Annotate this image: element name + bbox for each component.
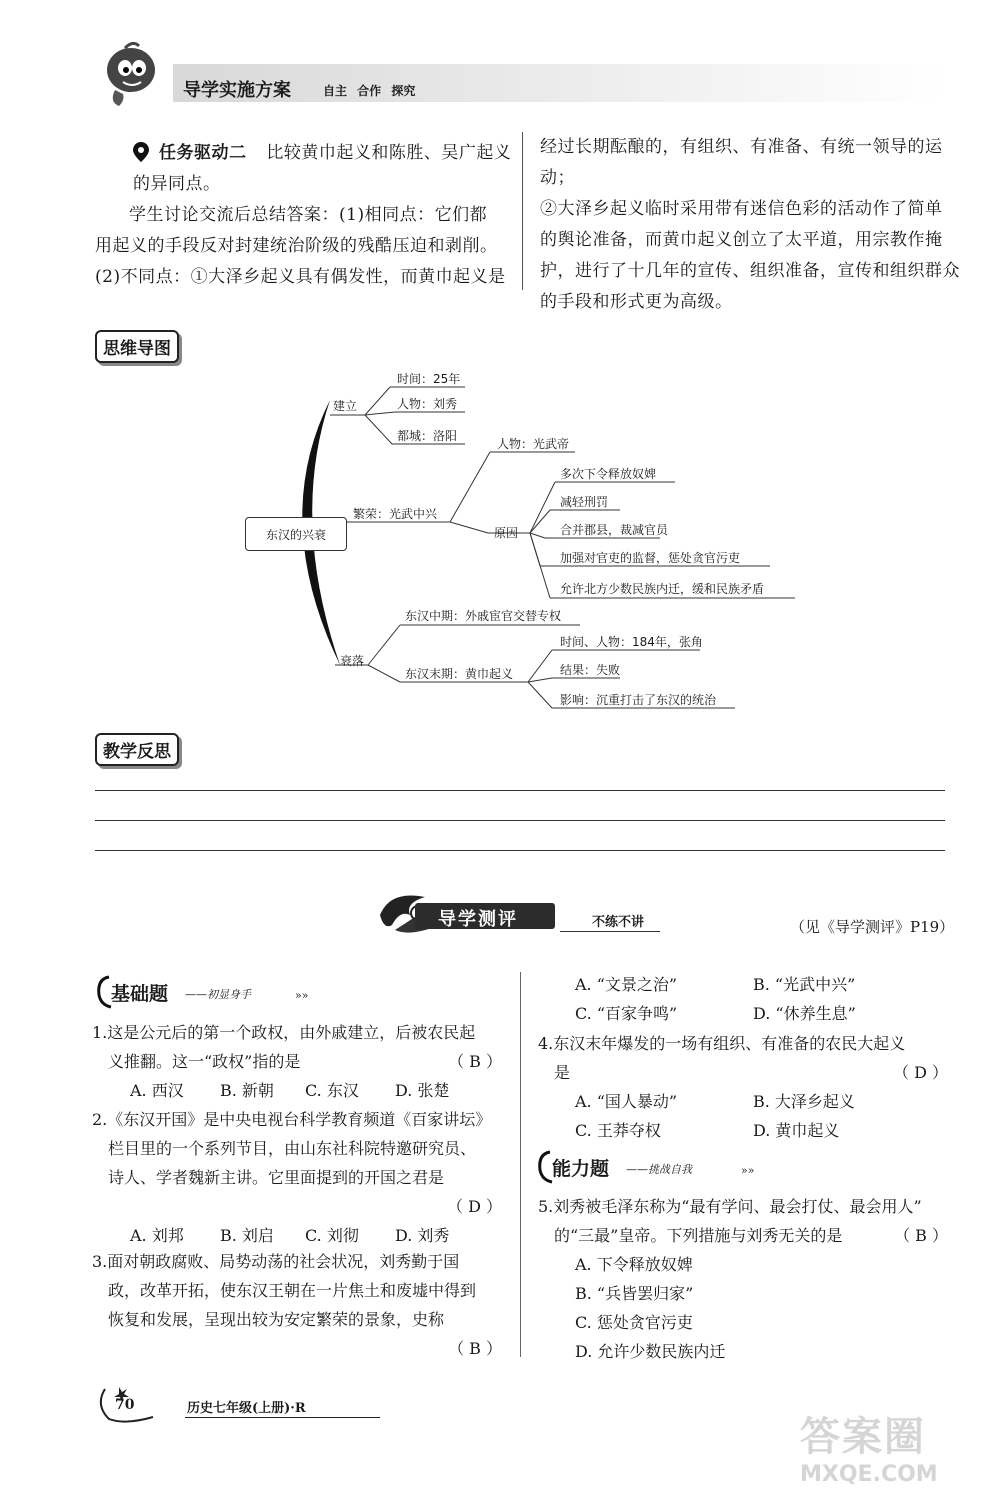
q4-answer: （ D ） (892, 1063, 948, 1082)
task-left-line: 学生讨论交流后总结答案：(1)相同点：它们都 (129, 205, 488, 225)
node-reason: 原因 (494, 526, 519, 540)
writing-line (95, 850, 945, 851)
mindmap-root (245, 517, 347, 551)
q1-option: B. 新朝 (220, 1081, 274, 1100)
node-prosper-person: 人物：光武帝 (497, 437, 570, 451)
q3-answer: （ B ） (448, 1339, 502, 1358)
basic-header (95, 975, 335, 1009)
task-question-text: 比较黄巾起义和陈胜、吴广起义的异同点。 (133, 143, 512, 194)
node-late-item: 时间、人物：184年，张角 (560, 635, 703, 649)
question-2 (92, 1105, 502, 1250)
basic-sub: ——初显身手 (185, 988, 251, 1001)
q5-answer: （ B ） (894, 1226, 948, 1245)
q1-option: D. 张楚 (395, 1081, 450, 1100)
task-label: 任务驱动二 (159, 143, 247, 163)
q5-line: 的“三最”皇帝。下列措施与刘秀无关的是 (554, 1226, 843, 1245)
watermark-brand: 答案圈 (800, 1414, 926, 1460)
q1-line: 义推翻。这一“政权”指的是 (108, 1052, 301, 1071)
question-5 (538, 1192, 948, 1366)
arrow-decor: »» (741, 1164, 755, 1177)
page-number: 70 (115, 1397, 135, 1413)
q5-option: B. “兵皆罢归家” (575, 1284, 694, 1303)
question-1 (92, 1018, 502, 1105)
q5-option: A. 下令释放奴婢 (575, 1255, 693, 1274)
q3-line: 政，改革开拓，使东汉王朝在一片焦土和废墟中得到 (108, 1281, 477, 1300)
question-3 (92, 1247, 502, 1363)
q3-options (575, 970, 955, 1028)
q1-line: 1.这是公元后的第一个政权，由外戚建立，后被农民起 (92, 1023, 476, 1042)
arrow-decor: »» (295, 989, 309, 1002)
footer-rule (185, 1417, 380, 1418)
q4-line: 4.东汉末年爆发的一场有组织、有准备的农民大起义 (538, 1034, 906, 1053)
header-subtitle: 自主 合作 探究 (323, 84, 416, 98)
q3-line: 3.面对朝政腐败、局势动荡的社会状况，刘秀勤于国 (92, 1252, 460, 1271)
node-reason-item: 减轻刑罚 (560, 495, 609, 509)
q1-option: A. 西汉 (130, 1081, 184, 1100)
q2-option: A. 刘邦 (130, 1226, 184, 1245)
question-4 (538, 1029, 948, 1145)
task-right-line: 经过长期酝酿的，有组织、有准备、有统一领导的运动； (540, 137, 943, 188)
ability-sub: ——挑战自我 (626, 1163, 692, 1176)
q2-line: 诗人、学者魏新主讲。它里面提到的开国之君是 (108, 1168, 445, 1187)
writing-line (95, 820, 945, 821)
task-right-line: 护，进行了十几年的宣传、组织准备，宣传和组织群众 (540, 261, 960, 281)
node-decline: 衰落 (340, 654, 365, 668)
banner-title: 导学测评 (438, 909, 518, 930)
basic-title: 基础题 (111, 983, 169, 1005)
task-right-line: 的手段和形式更为高级。 (540, 292, 733, 312)
ability-title: 能力题 (552, 1158, 610, 1180)
node-found-capital: 都城：洛阳 (397, 429, 458, 443)
node-late-item: 结果：失败 (560, 663, 621, 677)
q2-answer: （ D ） (446, 1197, 502, 1216)
writing-line (95, 790, 945, 791)
q2-option: C. 刘彻 (305, 1226, 359, 1245)
q2-options (92, 1221, 502, 1250)
test-banner (370, 885, 670, 940)
task-left-line: 用起义的手段反对封建统治阶级的残酷压迫和剥削。 (95, 236, 498, 256)
q4-option: D. 黄巾起义 (753, 1121, 840, 1140)
q3-option: B. “光武中兴” (753, 975, 856, 994)
q1-option: C. 东汉 (305, 1081, 359, 1100)
q4-line: 是 (554, 1063, 571, 1082)
q5-option: C. 惩处贪官污吏 (575, 1313, 693, 1332)
q4-option: C. 王莽夺权 (575, 1121, 661, 1140)
q4-option: B. 大泽乡起义 (753, 1092, 855, 1111)
node-found: 建立 (333, 399, 358, 413)
mindmap-tag: 思维导图 (95, 330, 179, 363)
task-right-line: 的舆论准备，而黄巾起义创立了太平道，用宗教作掩 (540, 230, 943, 250)
watermark (800, 1405, 990, 1490)
q3-option: D. “休养生息” (753, 1004, 856, 1023)
task-right-line: ②大泽乡起义临时采用带有迷信色彩的活动作了简单 (540, 199, 943, 219)
node-found-time: 时间：25年 (397, 372, 461, 386)
q1-options (92, 1076, 502, 1105)
node-found-person: 人物：刘秀 (397, 397, 458, 411)
mindmap-root-label: 东汉的兴衰 (265, 528, 326, 542)
node-reason-item: 加强对官吏的监督，惩处贪官污吏 (560, 551, 741, 565)
node-reason-item: 合并郡县，裁减官员 (560, 523, 669, 537)
book-title: 历史七年级(上册)·R (187, 1401, 306, 1416)
node-decline-mid: 东汉中期：外戚宦官交替专权 (405, 609, 562, 623)
q3-option: C. “百家争鸣” (575, 1004, 678, 1023)
header-title: 导学实施方案 (183, 80, 291, 101)
q3-line: 恢复和发展，呈现出较为安定繁荣的景象，史称 (108, 1310, 445, 1329)
watermark-site: MXQE.COM (800, 1462, 938, 1487)
q2-option: B. 刘启 (220, 1226, 274, 1245)
banner-underline (560, 931, 660, 932)
q2-line: 2.《东汉开国》是中央电视台科学教育频道《百家讲坛》 (92, 1110, 492, 1129)
node-decline-late: 东汉末期：黄巾起义 (405, 667, 514, 681)
node-reason-item: 多次下令释放奴婢 (560, 467, 657, 481)
q2-line: 栏目里的一个系列节目，由山东社科院特邀研究员、 (108, 1139, 477, 1158)
banner-sub: 不练不讲 (592, 915, 645, 930)
q5-option: D. 允许少数民族内迁 (575, 1342, 726, 1361)
q1-answer: （ B ） (448, 1052, 502, 1071)
reflection-tag: 教学反思 (95, 733, 179, 766)
q3-option: A. “文景之治” (575, 975, 678, 994)
column-divider-2 (520, 972, 521, 1357)
node-reason-item: 允许北方少数民族内迁，缓和民族矛盾 (560, 582, 765, 596)
footer (95, 1385, 395, 1425)
task-left-line: (2)不同点：①大泽乡起义具有偶发性，而黄巾起义是 (95, 267, 506, 287)
ability-header (536, 1150, 776, 1184)
q2-answer-row (92, 1192, 502, 1221)
test-reference: （见《导学测评》P19） (790, 918, 955, 936)
q3-answer-row (92, 1334, 502, 1363)
q5-line: 5.刘秀被毛泽东称为“最有学问、最会打仗、最会用人” (538, 1197, 922, 1216)
node-prosper: 繁荣：光武中兴 (353, 507, 438, 521)
q4-option: A. “国人暴动” (575, 1092, 678, 1111)
q2-option: D. 刘秀 (395, 1226, 450, 1245)
node-late-item: 影响：沉重打击了东汉的统治 (560, 693, 717, 707)
